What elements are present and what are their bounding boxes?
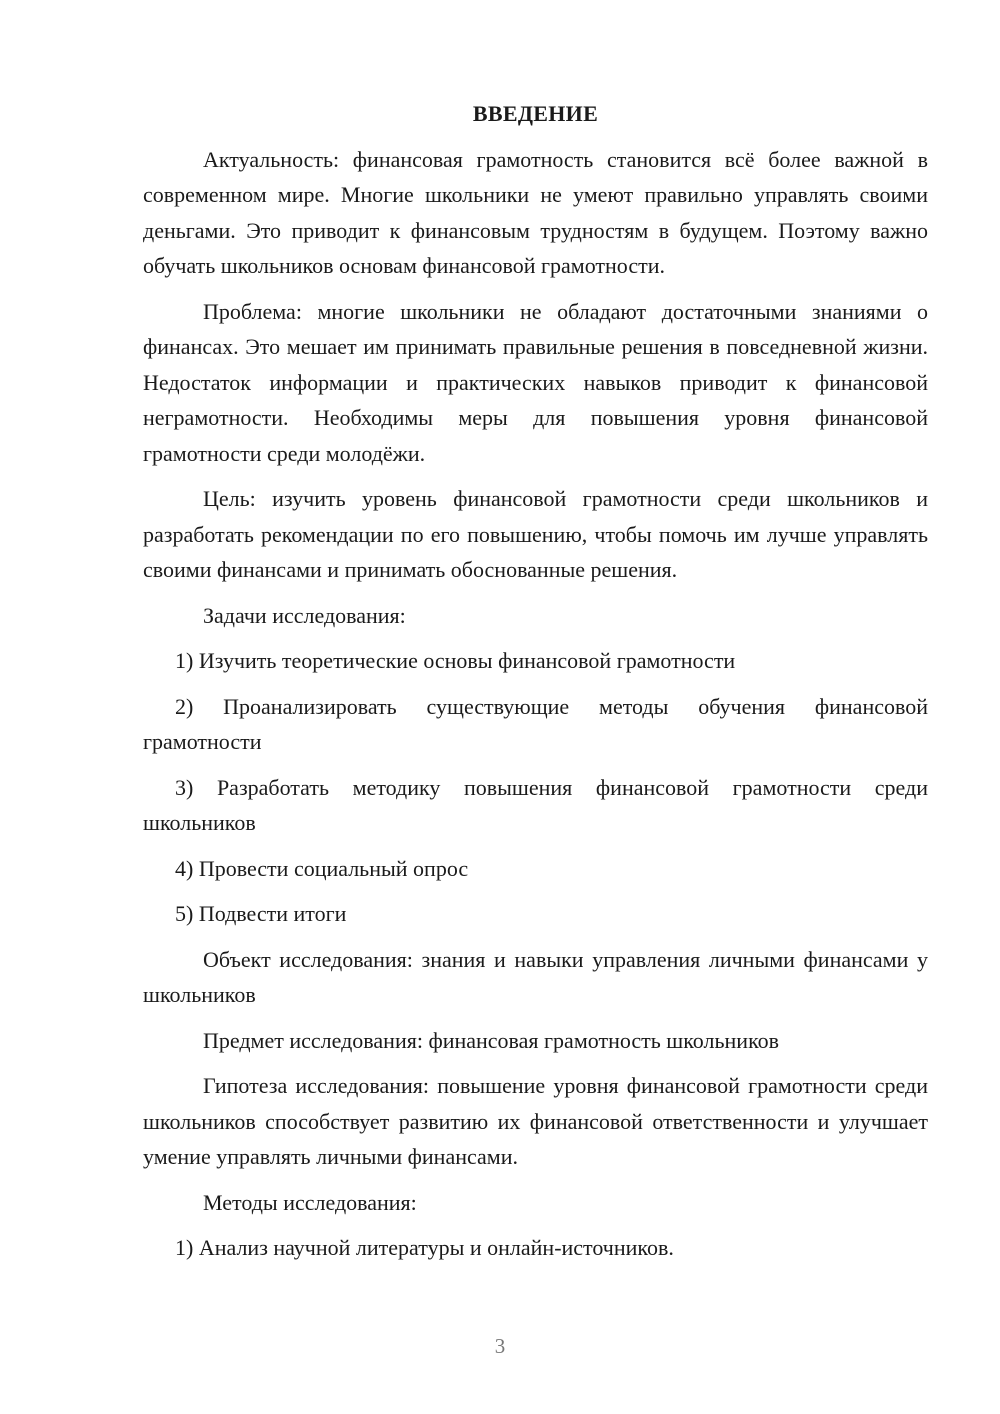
- methods-heading: Методы исследования:: [203, 1189, 417, 1215]
- problem-paragraph: Проблема: многие школьники не обладают достаточными знаниями о финансах. Это мешает им принимать правильные решения в повседневной жизни. Недостаток информации и практических навыков приводит к финансовой неграмотности. Необходимы меры для повышения уровня финансовой грамотности среди молодёжи.: [143, 298, 928, 466]
- tasks-heading: Задачи исследования:: [203, 602, 406, 628]
- method-item: 1) Анализ научной литературы и онлайн-источников.: [175, 1235, 674, 1260]
- section-title: ВВЕДЕНИЕ: [472, 101, 599, 126]
- task-item: 4) Провести социальный опрос: [175, 855, 469, 881]
- goal-paragraph: Цель: изучить уровень финансовой грамотности среди школьников и разработать рекомендации по его повышению, чтобы помочь им лучше управлять своими финансами и принимать обоснованные решения.: [143, 486, 928, 582]
- task-item: 1) Изучить теоретические основы финансовой грамотности: [175, 648, 736, 673]
- page-number: 3: [494, 1334, 506, 1358]
- document-page: [143, 96, 928, 1276]
- task-item: 3) Разработать методику повышения финансовой грамотности среди школьников: [143, 774, 928, 835]
- hypothesis-paragraph: Гипотеза исследования: повышение уровня финансовой грамотности среди школьников способствует развитию их финансовой ответственности и улучшает умение управлять личными финансами.: [143, 1073, 928, 1169]
- object-paragraph: Объект исследования: знания и навыки управления личными финансами у школьников: [143, 946, 928, 1007]
- relevance-paragraph: Актуальность: финансовая грамотность становится всё более важной в современном мире. Многие школьники не умеют правильно управлять своими деньгами. Это приводит к финансовым трудностям в будущем. Поэтому важно обучать школьников основам финансовой грамотности.: [143, 146, 928, 278]
- task-item: 2) Проанализировать существующие методы обучения финансовой грамотности: [143, 693, 928, 754]
- task-item: 5) Подвести итоги: [175, 901, 347, 926]
- subject-paragraph: Предмет исследования: финансовая грамотность школьников: [203, 1027, 780, 1053]
